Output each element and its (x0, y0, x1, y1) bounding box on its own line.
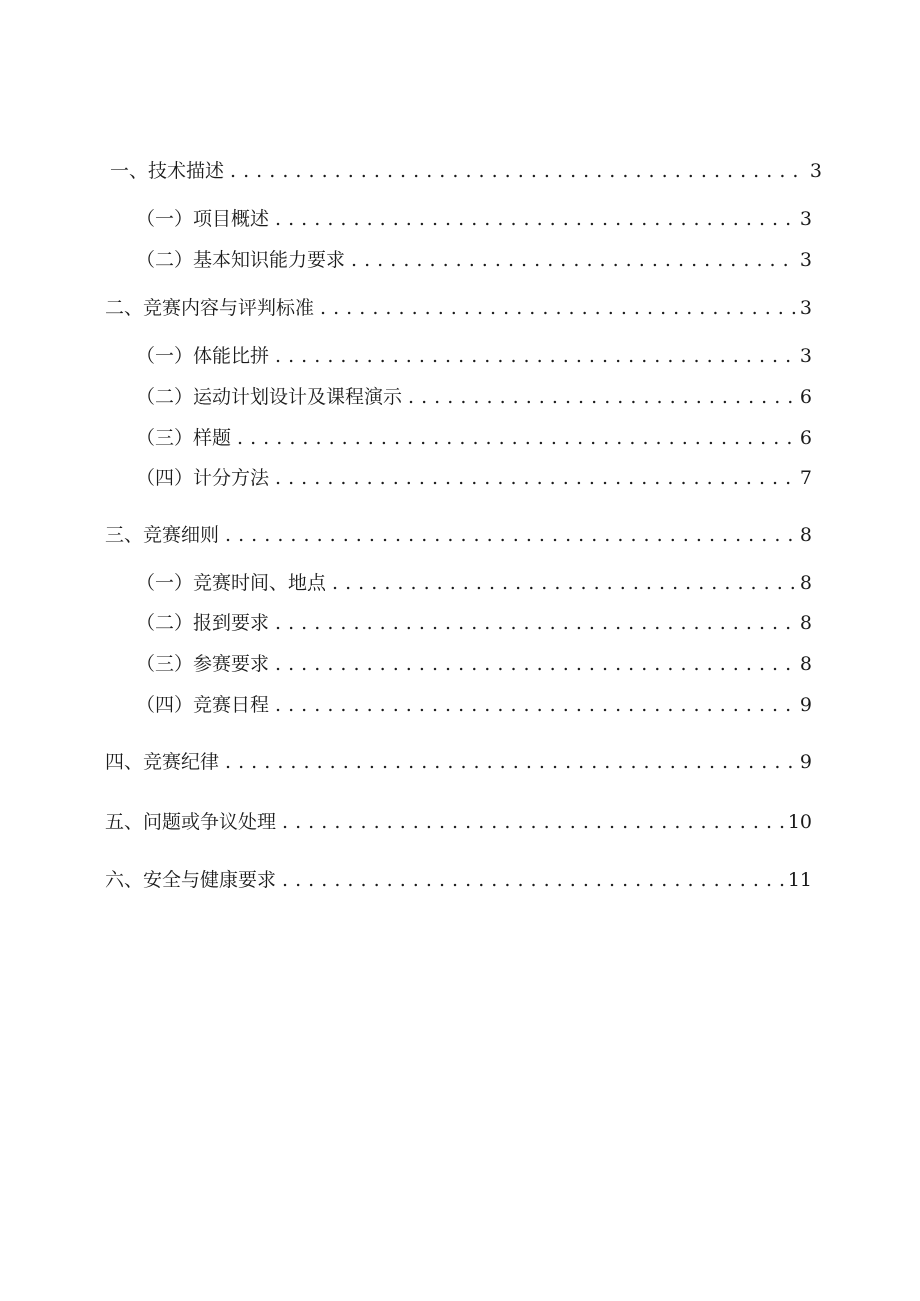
toc-dot-leader (408, 382, 796, 412)
toc-dot-leader (225, 520, 796, 550)
toc-dot-leader (275, 649, 796, 679)
toc-entry-page: 3 (799, 249, 812, 271)
toc-entry-title: （二）报到要求 (136, 612, 270, 634)
toc-entry-title: （二）基本知识能力要求 (136, 249, 346, 271)
toc-dot-leader (320, 293, 796, 323)
toc-entry-page: 3 (799, 345, 812, 367)
toc-entry-page: 3 (799, 208, 812, 230)
toc-dot-leader (332, 568, 796, 598)
toc-entry-title: （三）样题 (136, 427, 232, 449)
toc-dot-leader (282, 865, 784, 895)
toc-dot-leader (225, 747, 796, 777)
toc-entry-title: 五、问题或争议处理 (105, 811, 277, 833)
toc-dot-leader (275, 690, 796, 720)
toc-entry-page: 8 (799, 572, 812, 594)
toc-entry[interactable] (105, 293, 812, 323)
toc-entry-title: 二、竞赛内容与评判标准 (105, 297, 315, 319)
toc-entry-title: 一、技术描述 (110, 160, 225, 182)
toc-entry[interactable] (110, 156, 822, 186)
toc-entry-page: 7 (799, 467, 812, 489)
toc-entry[interactable] (136, 608, 812, 638)
toc-dot-leader (275, 608, 796, 638)
toc-entry[interactable] (136, 245, 812, 275)
toc-entry-title: （一）竞赛时间、地点 (136, 572, 327, 594)
toc-dot-leader (237, 423, 796, 453)
toc-entry-page: 3 (799, 297, 812, 319)
toc-entry-page: 9 (799, 751, 812, 773)
toc-entry[interactable] (136, 382, 812, 412)
toc-entry-title: 四、竞赛纪律 (105, 751, 220, 773)
toc-entry-page: 6 (799, 427, 812, 449)
toc-entry[interactable] (136, 423, 812, 453)
toc-entry-page: 8 (799, 612, 812, 634)
toc-entry-page: 3 (809, 160, 822, 182)
toc-entry[interactable] (105, 520, 812, 550)
toc-entry-title: （二）运动计划设计及课程演示 (136, 386, 403, 408)
toc-entry-page: 8 (799, 524, 812, 546)
toc-entry-title: （四）竞赛日程 (136, 694, 270, 716)
toc-entry-page: 6 (799, 386, 812, 408)
toc-entry[interactable] (136, 204, 812, 234)
toc-entry[interactable] (136, 341, 812, 371)
toc-entry-title: （四）计分方法 (136, 467, 270, 489)
toc-entry[interactable] (105, 747, 812, 777)
toc-dot-leader (275, 341, 796, 371)
toc-entry-page: 10 (787, 811, 812, 833)
toc-entry[interactable] (136, 690, 812, 720)
toc-dot-leader (230, 156, 806, 186)
toc-dot-leader (351, 245, 796, 275)
toc-entry-title: （一）项目概述 (136, 208, 270, 230)
toc-entry[interactable] (105, 865, 812, 895)
toc-entry-page: 8 (799, 653, 812, 675)
toc-dot-leader (282, 807, 784, 837)
toc-entry[interactable] (136, 568, 812, 598)
toc-dot-leader (275, 463, 796, 493)
toc-entry-title: 六、安全与健康要求 (105, 869, 277, 891)
toc-entry[interactable] (105, 807, 812, 837)
toc-entry-title: （三）参赛要求 (136, 653, 270, 675)
toc-entry-page: 9 (799, 694, 812, 716)
toc-entry[interactable] (136, 463, 812, 493)
toc-entry-page: 11 (787, 869, 812, 891)
toc-dot-leader (275, 204, 796, 234)
toc-entry-title: （一）体能比拼 (136, 345, 270, 367)
toc-entry-title: 三、竞赛细则 (105, 524, 220, 546)
toc-entry[interactable] (136, 649, 812, 679)
